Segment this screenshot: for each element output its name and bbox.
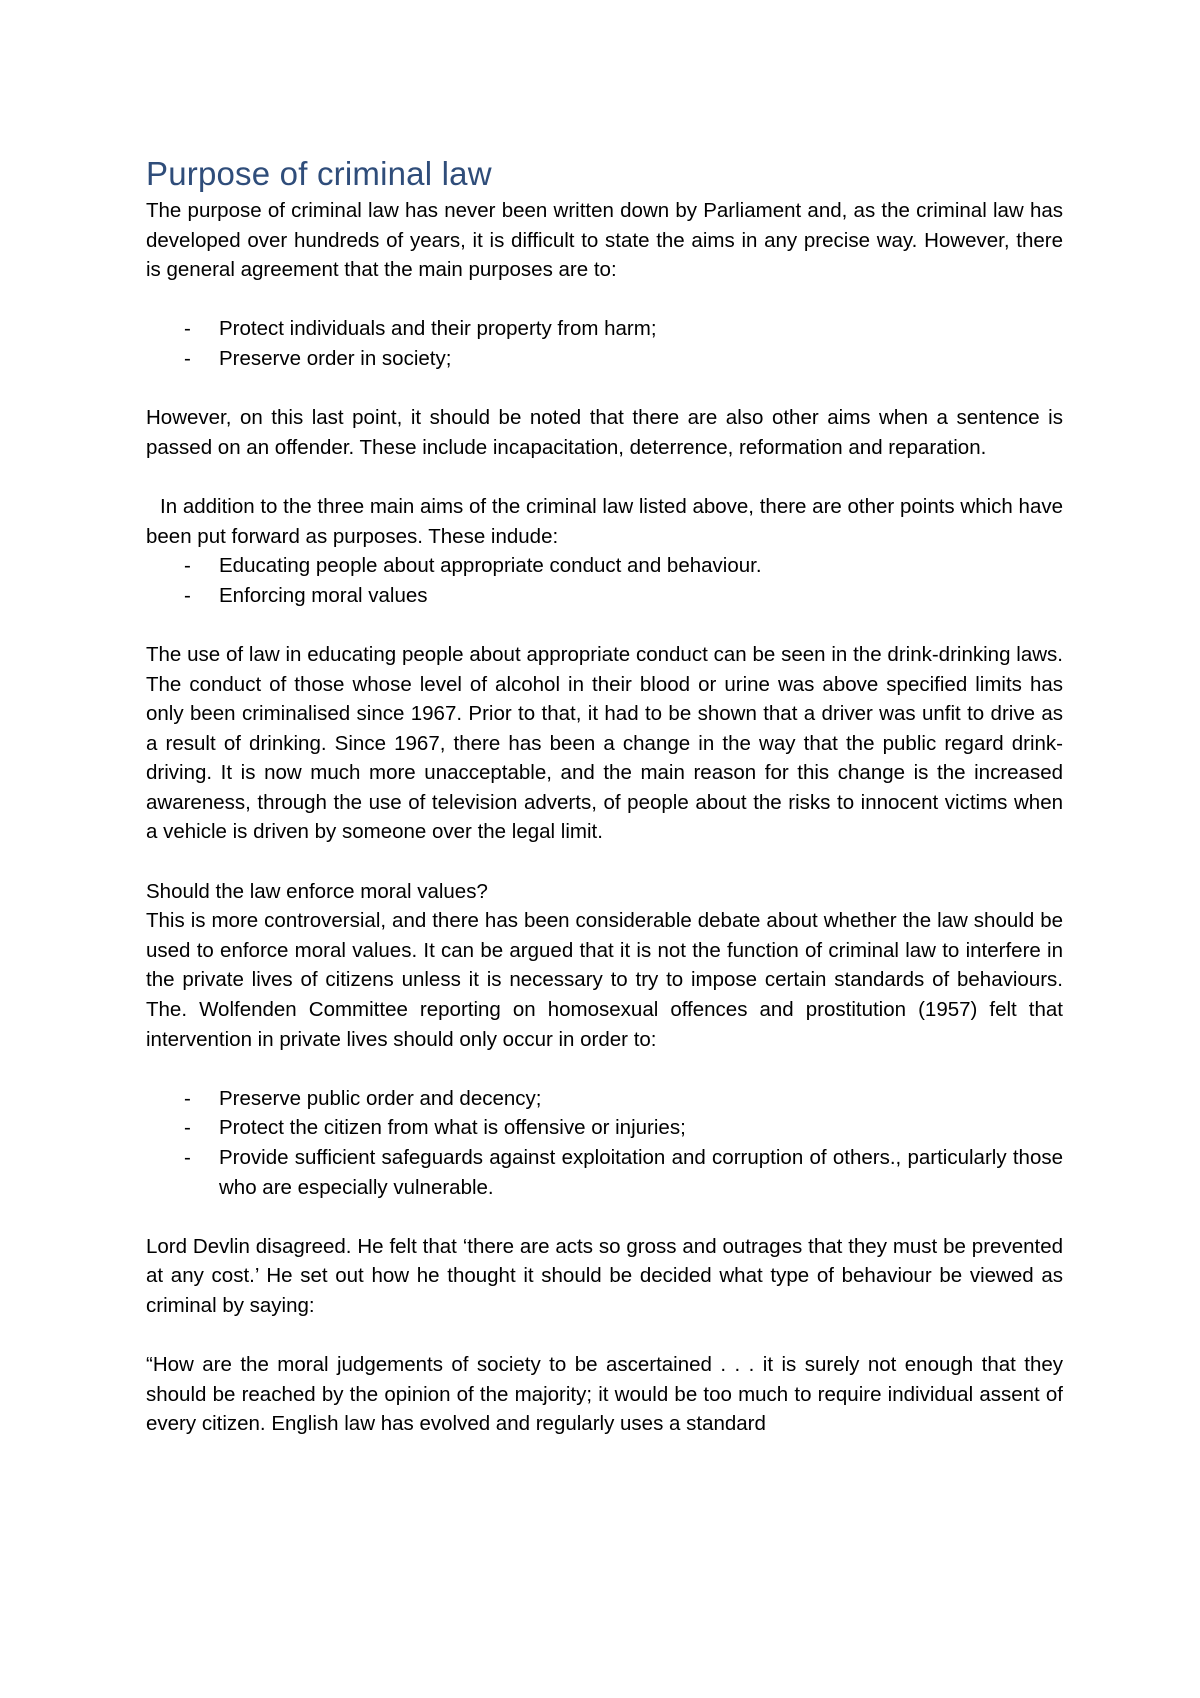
dash-bullet: - [184,554,191,578]
dash-bullet: - [184,317,191,341]
devlin-quote: “How are the moral judgements of society to be ascertained . . . it is surely not enough that they should be reached by the opinion of the majority; it would be too much to require individual assent of every citizen. English law has evolved and regularly uses a standard [146,1353,1063,1436]
list-item-text: Preserve order in society; [219,346,452,370]
wolfenden-points-list [146,1084,1063,1202]
page-title: Purpose of criminal law [146,155,492,192]
document-page [146,152,1063,1439]
intro-paragraph: The purpose of criminal law has never been written down by Parliament and, as the criminal law has developed over hundreds of years, it is difficult to state the aims in any precise way. However, there is general agreement that the main purposes are to: [146,199,1063,282]
dash-bullet: - [184,1116,191,1140]
additional-points-list [146,551,1063,610]
list-item-text: Educating people about appropriate conduct and behaviour. [219,554,762,578]
dash-bullet: - [184,1146,191,1169]
main-purposes-list [146,314,1063,373]
moral-values-heading: Should the law enforce moral values? [146,879,488,903]
spacer [146,1321,1063,1351]
spacer [146,610,1063,640]
list-item-text: Protect the citizen from what is offensive or injuries; [219,1116,686,1140]
dash-bullet: - [184,583,191,607]
list-item-text: Enforcing moral values [219,583,428,607]
list-item-text: Protect individuals and their property from harm; [219,317,657,341]
other-aims-paragraph: However, on this last point, it should be noted that there are also other aims when a sentence is passed on an offender. These include incapacitation, deterrence, reformation and reparation. [146,406,1063,459]
spacer [146,1202,1063,1232]
spacer [146,462,1063,492]
additional-purposes-paragraph: In addition to the three main aims of the criminal law listed above, there are other points which have been put forward as purposes. These indude: [146,494,1063,548]
list-item [146,1113,1063,1143]
drink-driving-paragraph: The use of law in educating people about appropriate conduct can be seen in the drink-drinking laws. The conduct of those whose level of alcohol in their blood or urine was above specified limits has only been criminalised since 1967. Prior to that, it had to be shown that a driver was unfit to drive as a result of drinking. Since 1967, there has been a change in the way that the public regard drink-driving. It is now much more unacceptable, and the main reason for this change is the increased awareness, through the use of television adverts, of people about the risks to innocent victims when a vehicle is driven by someone over the legal limit. [146,642,1063,844]
list-item [146,314,1063,344]
moral-values-paragraph: This is more controversial, and there has been considerable debate about whether the law should be used to enforce moral values. It can be argued that it is not the function of criminal law to interfere in the private lives of citizens unless it is necessary to try to impose certain standards of behaviours. The. Wolfenden Committee reporting on homosexual offences and prostitution (1957) felt that intervention in private lives should only occur in order to: [146,909,1063,1051]
list-item [146,551,1063,581]
list-item [146,1143,1063,1202]
spacer [146,1054,1063,1084]
list-item [146,1084,1063,1114]
list-item-text: Preserve public order and decency; [219,1086,542,1110]
dash-bullet: - [184,1086,191,1110]
list-item-text: Provide sufficient safeguards against exploitation and corruption of others., particularly those who are especially vulnerable. [219,1146,1063,1199]
list-item [146,344,1063,374]
spacer [146,374,1063,404]
list-item [146,581,1063,611]
dash-bullet: - [184,346,191,370]
devlin-paragraph: Lord Devlin disagreed. He felt that ‘there are acts so gross and outrages that they must be prevented at any cost.’ He set out how he thought it should be decided what type of behaviour be viewed as criminal by saying: [146,1234,1063,1317]
spacer [146,847,1063,877]
spacer [146,285,1063,315]
